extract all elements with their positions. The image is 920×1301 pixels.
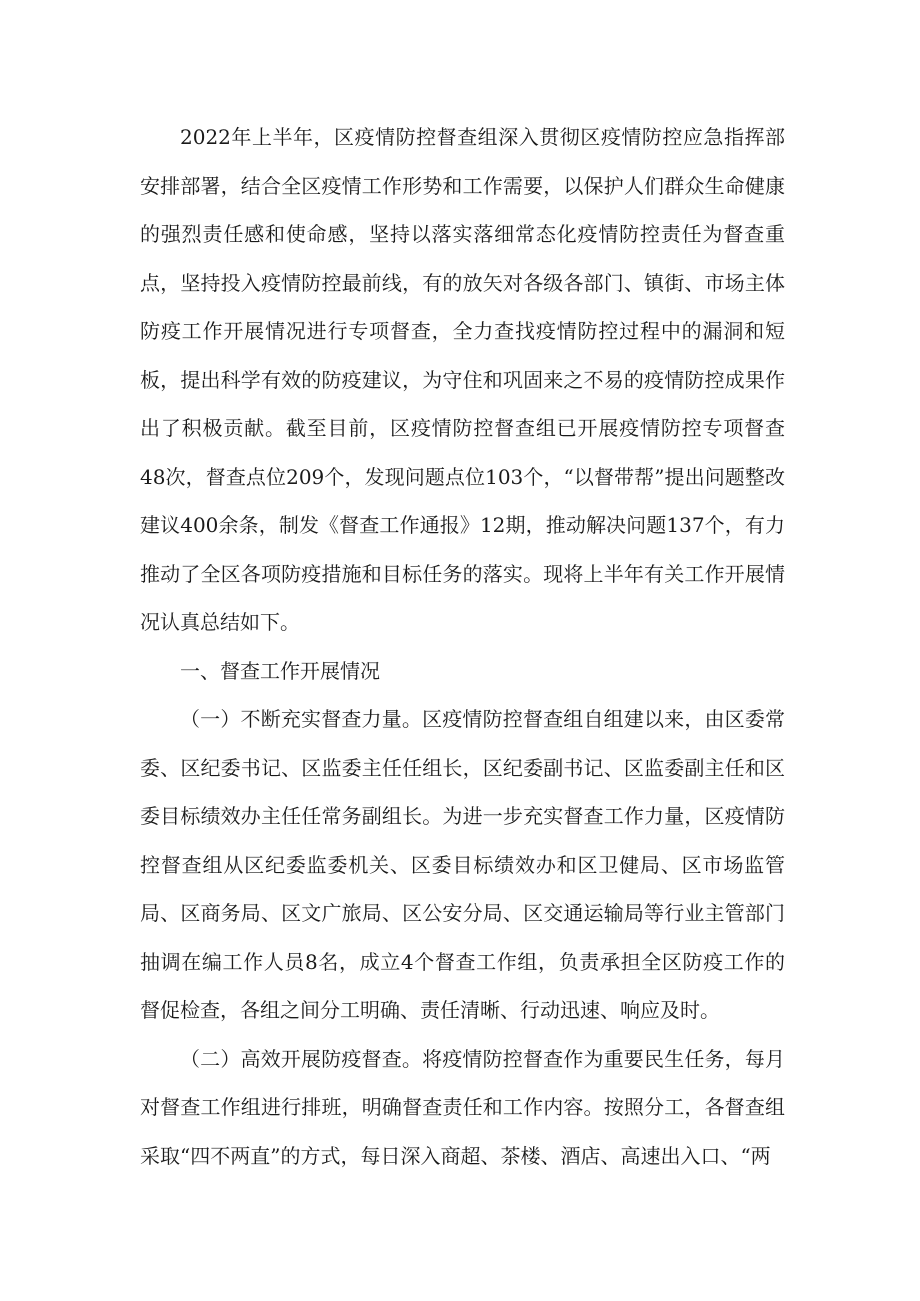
- item-1-text: 区疫情防控督查组自组建以来，由区委常委、区纪委书记、区监委主任任组长，区纪委副书记、区监委副主任和区委目标绩效办主任任常务副组长。为进一步充实督查工作力量，区疫情防控督查组从区纪委监委机关、区委目标绩效办和区卫健局、区市场监管局、区商务局、区文广旅局、区公安分局、区交通运输局等行业主管部门抽调在编工作人员8名，成立4个督查工作组，负责承担全区防疫工作的督促检查，各组之间分工明确、责任清晰、行动迅速、响应及时。: [140, 707, 786, 1022]
- document-body: [140, 113, 785, 1180]
- section-heading: [140, 647, 785, 696]
- intro-text: 2022年上半年，区疫情防控督查组深入贯彻区疫情防控应急指挥部安排部署，结合全区疫情工作形势和工作需要，以保护人们群众生命健康的强烈责任感和使命感，坚持以落实落细常态化疫情防控责任为督查重点，坚持投入疫情防控最前线，有的放矢对各级各部门、镇街、市场主体防疫工作开展情况进行专项督查，全力查找疫情防控过程中的漏洞和短板，提出科学有效的防疫建议，为守住和巩固来之不易的疫情防控成果作出了积极贡献。截至目前，区疫情防控督查组已开展疫情防控专项督查48次，督查点位209个，发现问题点位103个，“以督带帮”提出问题整改建议400余条，制发《督查工作通报》12期，推动解决问题137个，有力推动了全区各项防疫措施和目标任务的落实。现将上半年有关工作开展情况认真总结如下。: [140, 125, 785, 634]
- intro-paragraph: [140, 113, 785, 647]
- item-1-lead: （一）不断充实督查力量。: [180, 707, 423, 731]
- item-2-lead: （二）高效开展防疫督查。: [180, 1046, 423, 1071]
- item-paragraph-1: [140, 695, 785, 1035]
- item-2-text: 将疫情防控督查作为重要民生任务，每月对督查工作组进行排班，明确督查责任和工作内容。按照分工，各督查组采取“四不两直”的方式，每日深入商超、茶楼、酒店、高速出入口、“两: [140, 1046, 786, 1168]
- item-paragraph-2: [140, 1035, 785, 1181]
- section-heading-text: 一、督查工作开展情况: [180, 658, 380, 683]
